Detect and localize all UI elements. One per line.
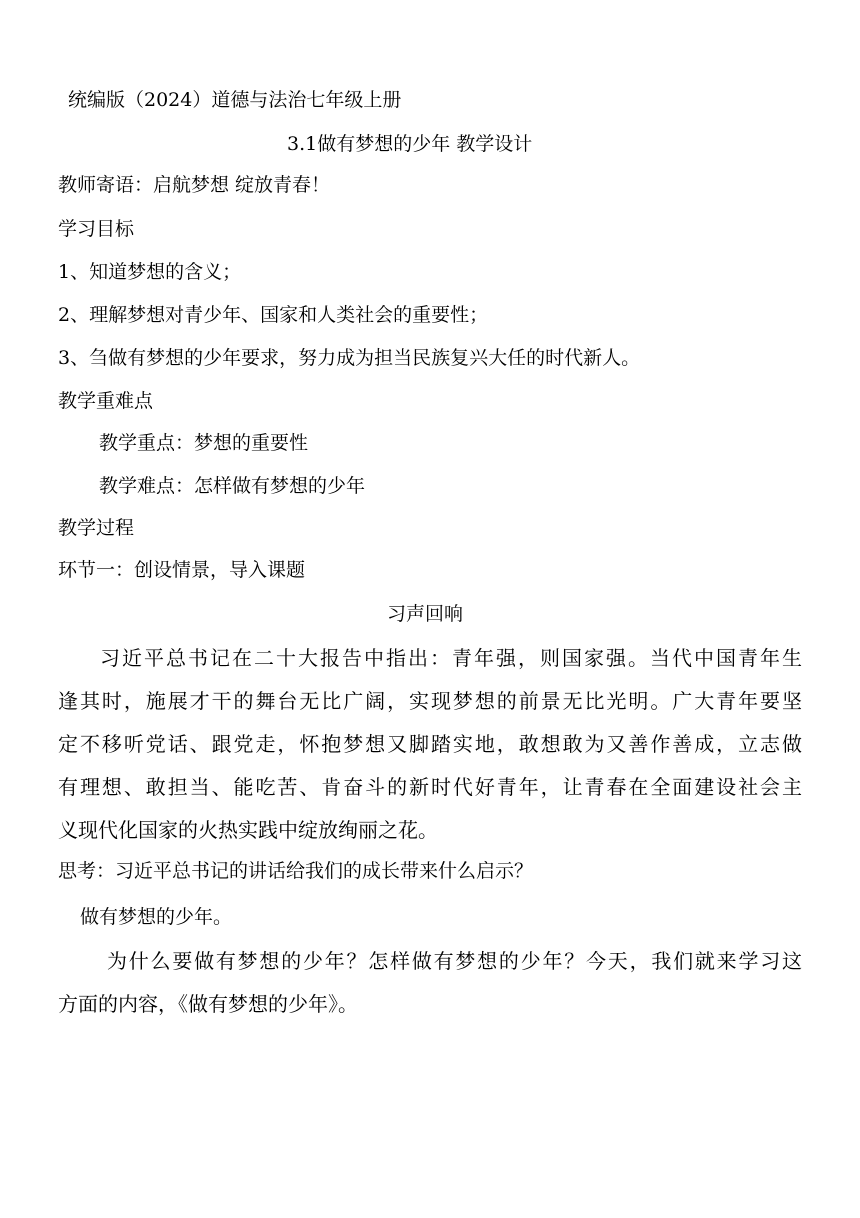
process-heading: 教学过程 [58, 517, 135, 539]
teacher-message: 教师寄语：启航梦想 绽放青春！ [58, 174, 331, 196]
objective-item: 3、刍做有梦想的少年要求，努力成为担当民族复兴大任的时代新人。 [58, 347, 641, 369]
lesson-title: 3.1做有梦想的少年 教学设计 [287, 133, 533, 155]
answer-text: 做有梦想的少年。 [80, 906, 233, 928]
quote-line: 有理想、敢担当、能吃苦、肯奋斗的新时代好青年，让青春在全面建设社会主 [58, 775, 802, 799]
quote-line: 定不移听党话、跟党走，怀抱梦想又脚踏实地，敢想敢为又善作善成，立志做 [58, 732, 802, 756]
key-point-difficulty: 教学难点：怎样做有梦想的少年 [99, 475, 366, 497]
quote-line: 义现代化国家的火热实践中绽放绚丽之花。 [58, 818, 438, 842]
objective-item: 2、理解梦想对青少年、国家和人类社会的重要性； [58, 304, 489, 326]
section1-title: 环节一：创设情景，导入课题 [58, 559, 306, 581]
intro-line: 方面的内容，《做有梦想的少年》。 [58, 992, 358, 1016]
key-points-heading: 教学重难点 [58, 390, 154, 412]
objective-item: 1、知道梦想的含义； [58, 261, 242, 283]
objectives-heading: 学习目标 [58, 218, 135, 240]
quote-line: 习近平总书记在二十大报告中指出：青年强，则国家强。当代中国青年生 [100, 646, 802, 670]
intro-line: 为什么要做有梦想的少年？怎样做有梦想的少年？今天，我们就来学习这 [107, 949, 802, 973]
key-point-focus: 教学重点：梦想的重要性 [99, 432, 309, 454]
quote-title: 习声回响 [387, 603, 464, 625]
quote-line: 逢其时，施展才干的舞台无比广阔，实现梦想的前景无比光明。广大青年要坚 [58, 689, 802, 713]
book-title: 统编版（2024）道德与法治七年级上册 [68, 89, 402, 111]
think-question: 思考：习近平总书记的讲话给我们的成长带来什么启示？ [58, 860, 534, 882]
